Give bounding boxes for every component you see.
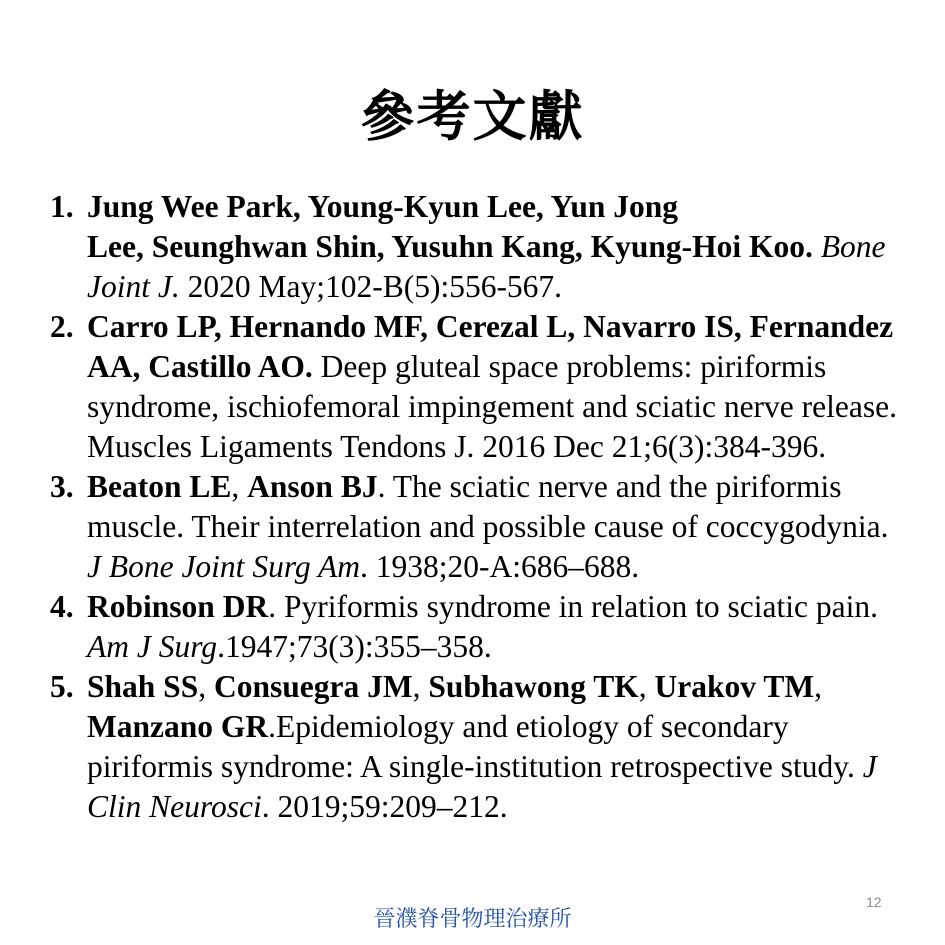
reference-line <box>0 747 945 787</box>
reference-authors: Urakov TM <box>654 669 815 704</box>
reference-text <box>813 229 821 264</box>
reference-line <box>0 347 945 387</box>
reference-line <box>0 547 945 587</box>
reference-text: . Pyriformis syndrome in relation to sciatic pain. <box>268 589 878 624</box>
reference-text: syndrome, ischiofemoral impingement and sciatic nerve release. <box>87 389 897 424</box>
reference-text: . 1938;20-A:686–688. <box>359 549 640 584</box>
reference-journal: Joint J. <box>87 269 180 304</box>
reference-line <box>0 467 945 507</box>
reference-line <box>0 787 945 827</box>
reference-journal: Am J Surg <box>87 629 218 664</box>
reference-line <box>0 667 945 707</box>
reference-item <box>0 667 945 827</box>
reference-line <box>0 707 945 747</box>
reference-text: Deep gluteal space problems: piriformis <box>312 349 827 384</box>
reference-text: , <box>814 669 822 704</box>
reference-authors: Manzano GR <box>87 709 269 744</box>
reference-number: 5. <box>50 669 74 704</box>
reference-line <box>0 267 945 307</box>
reference-item <box>0 467 945 587</box>
reference-authors: Jung Wee Park, Young-Kyun Lee, Yun Jong <box>87 189 679 224</box>
reference-text: piriformis syndrome: A single-institution retrospective study. <box>87 749 863 784</box>
reference-text: 2020 May;102-B(5):556-567. <box>179 269 563 304</box>
reference-text: Muscles Ligaments Tendons J. 2016 Dec 21;6(3):384-396. <box>87 429 827 464</box>
slide-title: 參考文獻 <box>360 85 585 148</box>
reference-number: 2. <box>50 309 74 344</box>
reference-number: 1. <box>50 189 74 224</box>
reference-line <box>0 587 945 627</box>
reference-line <box>0 627 945 667</box>
reference-item <box>0 587 945 667</box>
reference-text: . The sciatic nerve and the piriformis <box>377 469 842 504</box>
reference-text: . 2019;59:209–212. <box>261 789 508 824</box>
reference-journal: Clin Neurosci <box>87 789 262 824</box>
reference-line <box>0 227 945 267</box>
reference-authors: Shah SS <box>87 669 199 704</box>
reference-number: 3. <box>50 469 74 504</box>
reference-text: .1947;73(3):355–358. <box>217 629 492 664</box>
reference-journal: Bone <box>820 229 886 264</box>
reference-item <box>0 307 945 467</box>
reference-journal: J <box>862 749 877 784</box>
reference-text: .Epidemiology and etiology of secondary <box>268 709 789 744</box>
reference-authors: Carro LP, Hernando MF, Cerezal L, Navarro IS, Fernandez <box>87 309 894 344</box>
reference-item <box>0 187 945 307</box>
reference-journal: J Bone Joint Surg Am <box>87 549 360 584</box>
footer-clinic-name: 晉濮脊骨物理治療所 <box>373 907 572 932</box>
reference-authors: Consuegra JM <box>213 669 413 704</box>
reference-authors: Subhawong TK <box>428 669 639 704</box>
reference-authors: Beaton LE <box>87 469 232 504</box>
reference-line <box>0 307 945 347</box>
reference-text: , <box>198 669 214 704</box>
reference-authors: Lee, Seunghwan Shin, Yusuhn Kang, Kyung-Hoi Koo. <box>87 229 813 264</box>
reference-line <box>0 387 945 427</box>
page-number: 12 <box>866 894 882 910</box>
reference-text: , <box>412 669 429 704</box>
reference-number: 4. <box>50 589 74 624</box>
reference-text: muscle. Their interrelation and possible cause of coccygodynia. <box>87 509 889 544</box>
reference-authors: Anson BJ <box>247 469 378 504</box>
reference-line <box>0 187 945 227</box>
reference-authors: AA, Castillo AO. <box>87 349 313 384</box>
reference-authors: Robinson DR <box>87 589 269 624</box>
reference-line <box>0 507 945 547</box>
reference-text: , <box>231 469 248 504</box>
reference-list <box>0 187 945 827</box>
reference-text: , <box>638 669 655 704</box>
reference-line <box>0 427 945 467</box>
